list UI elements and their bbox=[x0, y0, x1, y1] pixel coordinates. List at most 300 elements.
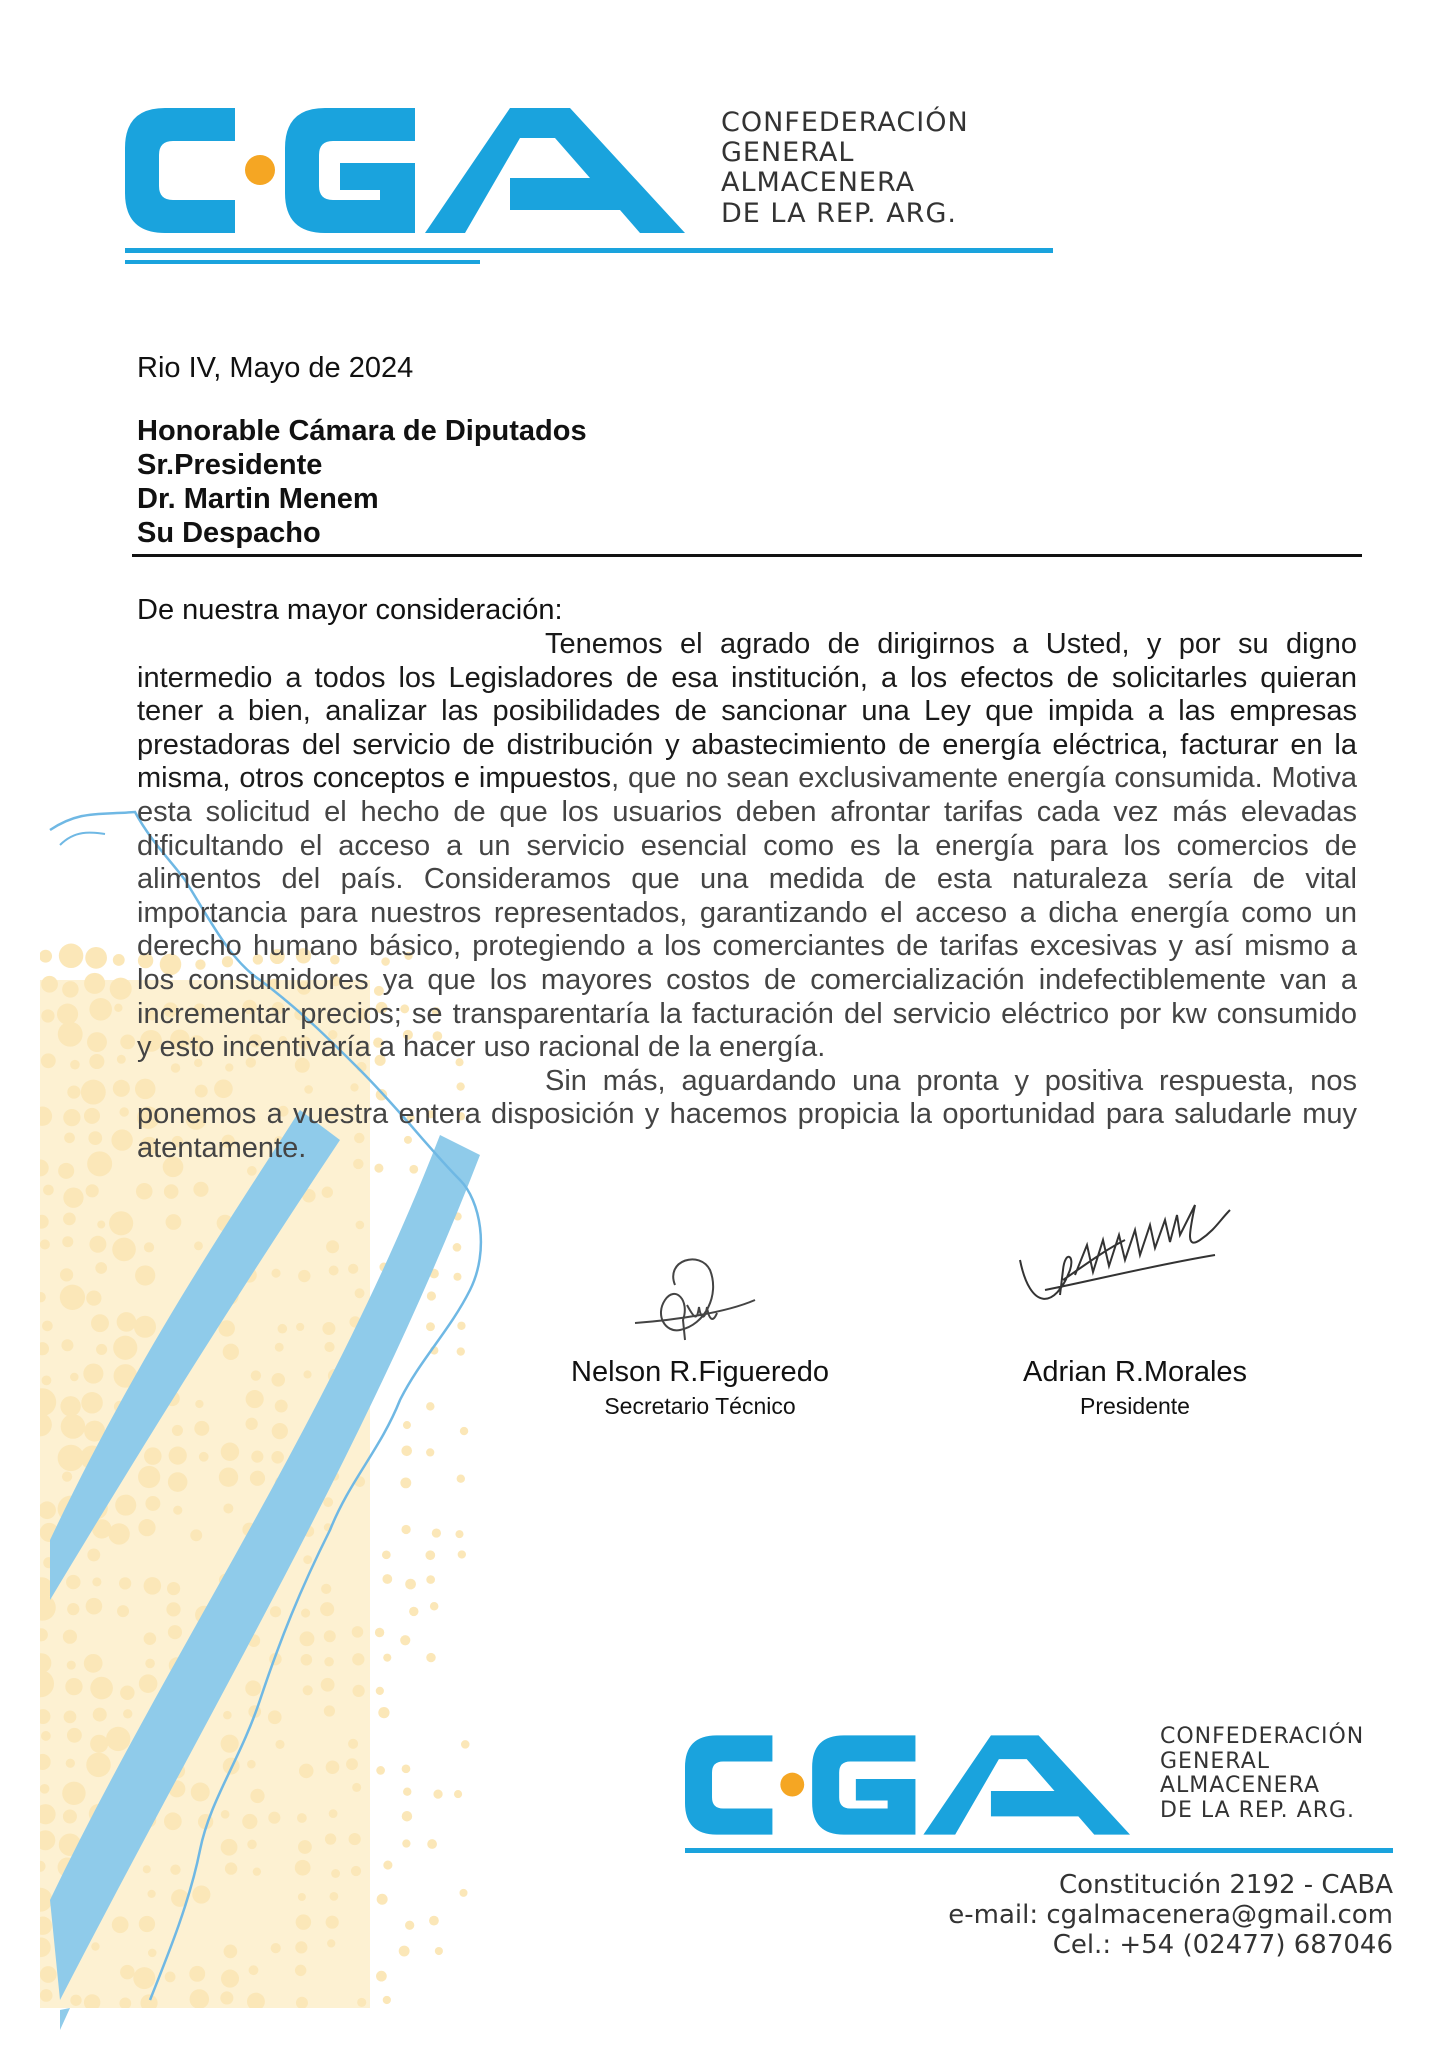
decor-dot bbox=[298, 1840, 312, 1854]
decor-dot bbox=[36, 1342, 49, 1355]
decor-dot bbox=[296, 1323, 304, 1331]
decor-dot bbox=[144, 1577, 162, 1595]
decor-dot bbox=[134, 1316, 156, 1338]
decor-dot bbox=[89, 998, 112, 1021]
signature-morales bbox=[1015, 1200, 1245, 1320]
decor-dot bbox=[84, 973, 105, 994]
decor-dot bbox=[454, 1790, 462, 1798]
decor-dot bbox=[355, 1288, 365, 1298]
decor-dot bbox=[60, 1285, 85, 1310]
decor-dot bbox=[329, 1266, 339, 1276]
decor-dot bbox=[61, 1339, 73, 1351]
contact-phone: Cel.: +54 (02477) 687046 bbox=[1052, 1930, 1393, 1960]
decor-dot bbox=[402, 1839, 410, 1847]
decor-dot bbox=[323, 1497, 333, 1507]
decor-dot bbox=[357, 1998, 366, 2007]
decor-dot bbox=[327, 1939, 335, 1947]
decor-dot bbox=[89, 1236, 106, 1253]
decor-dot bbox=[58, 1022, 83, 1047]
footer-org-name bbox=[1160, 1725, 1364, 1824]
cga-logo-mark bbox=[685, 1735, 1130, 1835]
decor-dot bbox=[221, 1839, 238, 1856]
decor-dot bbox=[295, 1965, 306, 1976]
signature-block-2 bbox=[975, 1356, 1295, 1420]
decor-dot bbox=[321, 1678, 335, 1692]
decor-dot bbox=[271, 1943, 281, 1953]
decor-dot bbox=[426, 1322, 435, 1331]
decor-dot bbox=[172, 1425, 183, 1436]
decor-dot bbox=[219, 1468, 238, 1487]
decor-dot bbox=[35, 1215, 49, 1229]
recipient-block bbox=[137, 414, 587, 550]
decor-dot bbox=[143, 1865, 151, 1873]
decor-dot bbox=[33, 1107, 52, 1126]
decor-dot bbox=[321, 1584, 331, 1594]
decor-dot bbox=[145, 1496, 160, 1511]
body-paragraph bbox=[137, 628, 1357, 1065]
decor-dot bbox=[168, 1625, 182, 1639]
decor-dot bbox=[199, 1452, 209, 1462]
decor-dot bbox=[117, 1312, 137, 1332]
header-logo bbox=[125, 108, 1065, 268]
decor-dot bbox=[93, 1708, 107, 1722]
decor-dot bbox=[120, 1034, 135, 1049]
decor-dot bbox=[120, 1685, 134, 1699]
decor-dot bbox=[326, 1916, 339, 1929]
org-line: GENERAL bbox=[1160, 1748, 1271, 1774]
decor-dot bbox=[251, 1370, 261, 1380]
decor-dot bbox=[63, 1188, 83, 1208]
decor-dot bbox=[376, 1687, 384, 1695]
decor-dot bbox=[298, 1270, 310, 1282]
decor-dot bbox=[432, 1528, 441, 1537]
decor-dot bbox=[112, 1238, 136, 1262]
decor-dot bbox=[253, 1867, 261, 1875]
decor-dot bbox=[429, 1916, 439, 1926]
decor-dot bbox=[167, 1582, 180, 1595]
decor-dot bbox=[324, 1657, 334, 1667]
decor-dot bbox=[194, 1241, 203, 1250]
decor-dot bbox=[87, 1032, 107, 1052]
decor-dot bbox=[271, 1269, 280, 1278]
decor-dot bbox=[91, 1942, 99, 1950]
decor-dot bbox=[376, 1766, 385, 1775]
decor-dot bbox=[352, 1626, 364, 1638]
decor-dot bbox=[303, 1555, 312, 1564]
contact-email: e-mail: cgalmacenera@gmail.com bbox=[948, 1900, 1393, 1930]
decor-dot bbox=[461, 1740, 470, 1749]
decor-dot bbox=[61, 1414, 86, 1439]
decor-dot bbox=[383, 1861, 392, 1870]
decor-dot bbox=[35, 1830, 55, 1850]
decor-dot bbox=[271, 1373, 285, 1387]
decor-dot bbox=[453, 1273, 461, 1281]
decor-dot bbox=[28, 1388, 56, 1416]
decor-dot bbox=[346, 1758, 358, 1770]
decor-dot bbox=[27, 1670, 54, 1697]
greeting: De nuestra mayor consideración: bbox=[137, 594, 563, 626]
decor-dot bbox=[30, 1595, 56, 1621]
decor-dot bbox=[275, 1740, 284, 1749]
decor-dot bbox=[144, 1242, 154, 1252]
org-line: DE LA REP. ARG. bbox=[721, 197, 957, 229]
decor-dot bbox=[426, 1448, 434, 1456]
decor-dot bbox=[251, 1451, 263, 1463]
decor-dot bbox=[36, 1709, 51, 1724]
decor-dot bbox=[303, 1685, 313, 1695]
decor-dot bbox=[301, 1654, 313, 1666]
letter-body bbox=[137, 628, 1357, 1166]
decor-dot bbox=[409, 1607, 418, 1616]
decor-dot bbox=[165, 1972, 176, 1983]
decor-dot bbox=[166, 1602, 180, 1616]
decor-dot bbox=[38, 1501, 56, 1519]
decor-dot bbox=[459, 1889, 467, 1897]
decor-dot bbox=[352, 1653, 364, 1665]
decor-dot bbox=[166, 1214, 182, 1230]
decor-dot bbox=[145, 1659, 155, 1669]
decor-dot bbox=[303, 1370, 311, 1378]
decor-dot bbox=[63, 1213, 76, 1226]
decor-dot bbox=[87, 1151, 112, 1176]
decor-dot bbox=[86, 1753, 110, 1777]
decor-dot bbox=[86, 1184, 99, 1197]
decor-dot bbox=[88, 1131, 102, 1145]
decor-dot bbox=[57, 1004, 78, 1025]
cga-logo-mark bbox=[125, 108, 685, 233]
decor-dot bbox=[348, 1264, 358, 1274]
decor-dot bbox=[92, 1577, 101, 1586]
decor-dot bbox=[32, 1160, 49, 1177]
decor-dot bbox=[194, 1421, 209, 1436]
decor-dot bbox=[86, 1598, 103, 1615]
decor-dot bbox=[329, 1892, 338, 1901]
decor-dot bbox=[67, 1085, 80, 1098]
decor-dot bbox=[399, 1946, 410, 1957]
decor-dot bbox=[382, 1550, 391, 1559]
decor-dot bbox=[84, 1654, 103, 1673]
org-line: GENERAL bbox=[721, 137, 855, 169]
decor-dot bbox=[113, 1080, 130, 1097]
org-line: DE LA REP. ARG. bbox=[1160, 1797, 1356, 1823]
decor-dot bbox=[426, 1653, 435, 1662]
decor-dot bbox=[348, 1739, 358, 1749]
decor-dot bbox=[296, 1914, 312, 1930]
decor-dot bbox=[63, 1109, 80, 1126]
decor-dot bbox=[63, 1809, 77, 1823]
contact-block bbox=[948, 1870, 1393, 1960]
decor-dot bbox=[376, 1971, 387, 1982]
decor-dot bbox=[70, 1995, 81, 2006]
decor-dot bbox=[67, 1728, 82, 1743]
decor-dot bbox=[275, 1400, 288, 1413]
decor-dot bbox=[325, 1833, 336, 1844]
decor-dot bbox=[139, 1916, 155, 1932]
decor-dot bbox=[110, 978, 132, 1000]
decor-dot bbox=[426, 1402, 434, 1410]
decor-dot bbox=[81, 1080, 106, 1105]
decor-dot bbox=[353, 1685, 365, 1697]
decor-dot bbox=[225, 1862, 237, 1874]
decor-dot bbox=[62, 981, 78, 997]
decor-dot bbox=[193, 1182, 208, 1197]
decor-dot bbox=[113, 954, 125, 966]
decor-dot bbox=[405, 1921, 414, 1930]
decor-dot bbox=[41, 976, 58, 993]
decor-dot bbox=[268, 1812, 280, 1824]
decor-dot bbox=[111, 1129, 132, 1150]
decor-dot bbox=[223, 1503, 233, 1513]
decor-dot bbox=[115, 1495, 136, 1516]
decor-dot bbox=[245, 1418, 257, 1430]
decor-dot bbox=[119, 1998, 131, 2010]
decor-dot bbox=[28, 1888, 52, 1912]
decor-dot bbox=[221, 1735, 239, 1753]
decor-dot bbox=[195, 1400, 203, 1408]
letter-date: Rio IV, Mayo de 2024 bbox=[137, 352, 414, 384]
decor-dot bbox=[87, 1548, 100, 1561]
decor-dot bbox=[278, 1324, 288, 1334]
decor-dot bbox=[43, 1185, 54, 1196]
decor-dot bbox=[41, 1009, 54, 1022]
signature-block-1 bbox=[540, 1356, 860, 1420]
decor-dot bbox=[119, 1107, 128, 1116]
decor-dot bbox=[352, 1783, 361, 1792]
decor-dot bbox=[189, 1966, 205, 1982]
decor-dot bbox=[90, 1677, 113, 1700]
decor-dot bbox=[427, 1839, 437, 1849]
decor-dot bbox=[140, 1994, 157, 2011]
decor-dot bbox=[86, 1290, 101, 1305]
logo-dot bbox=[245, 155, 275, 185]
decor-dot bbox=[138, 1466, 160, 1488]
decor-dot bbox=[247, 1166, 257, 1176]
decor-dot bbox=[70, 1373, 79, 1382]
decor-dot bbox=[297, 1813, 307, 1823]
decor-dot bbox=[377, 1894, 388, 1905]
decor-dot bbox=[113, 1336, 137, 1360]
decor-dot bbox=[59, 944, 84, 969]
decor-dot bbox=[460, 1427, 468, 1435]
recipient-line: Honorable Cámara de Diputados bbox=[137, 415, 587, 447]
decor-dot bbox=[295, 1860, 311, 1876]
decor-dot bbox=[433, 1789, 442, 1798]
decor-dot bbox=[435, 1947, 443, 1955]
decor-dot bbox=[403, 1788, 411, 1796]
decor-dot bbox=[247, 1840, 257, 1850]
decor-dot bbox=[84, 1108, 100, 1124]
decor-dot bbox=[81, 1392, 103, 1414]
org-line: ALMACENERA bbox=[1160, 1773, 1321, 1799]
header-rule-short bbox=[125, 260, 480, 264]
decor-dot bbox=[223, 1344, 239, 1360]
decor-dot bbox=[427, 1291, 436, 1300]
decor-dot bbox=[455, 1530, 463, 1538]
decor-dot bbox=[135, 1265, 155, 1285]
decor-dot bbox=[96, 1344, 107, 1355]
decor-dot bbox=[40, 1239, 50, 1249]
decor-dot bbox=[41, 1053, 56, 1068]
decor-dot bbox=[34, 1917, 52, 1935]
decor-dot bbox=[250, 1471, 265, 1486]
decor-dot bbox=[62, 1782, 85, 1805]
decor-dot bbox=[247, 1993, 265, 2011]
decor-dot bbox=[35, 1804, 55, 1824]
decor-dot bbox=[224, 1945, 238, 1959]
decor-dot bbox=[430, 1602, 439, 1611]
decor-dot bbox=[246, 1390, 264, 1408]
decor-dot bbox=[329, 1809, 338, 1818]
signatory-name: Nelson R.Figueredo bbox=[571, 1356, 829, 1388]
paragraph-text: , que no sean exclusivamente energía consumida. Motiva esta solicitud el hecho de que los usuarios deben afrontar tarifas cada vez más elevadas dificultando el acceso a un servicio esencial como es la energía para los comercios de alimentos del país. Consideramos que una medida de esta naturaleza sería de vital importancia para nuestros representados, garantizando el acceso a dicha energía como un derecho humano básico, protegiendo a los comerciantes de tarifas excesivas y así mismo a los consumidores ya que los mayores costos de comercialización indefectiblemente van a incrementar precios; se transparentaría la facturación del servicio eléctrico por kw consumido y esto incentivaría a hacer uso racional de la energía. bbox=[137, 762, 1357, 1064]
decor-dot bbox=[67, 1661, 76, 1670]
decor-dot bbox=[123, 1709, 132, 1718]
decor-dot bbox=[192, 1885, 210, 1903]
decor-dot bbox=[356, 1221, 365, 1230]
decor-dot bbox=[41, 1731, 51, 1741]
decor-dot bbox=[84, 1994, 100, 2010]
decor-dot bbox=[85, 947, 107, 969]
decor-dot bbox=[120, 1965, 134, 1979]
decor-dot bbox=[190, 1989, 210, 2009]
decor-dot bbox=[95, 1262, 107, 1274]
decor-dot bbox=[250, 1789, 264, 1803]
decor-dot bbox=[62, 1236, 73, 1247]
org-line: CONFEDERACIÓN bbox=[1160, 1724, 1365, 1749]
decor-dot bbox=[70, 1060, 80, 1070]
decor-dot bbox=[301, 1609, 310, 1618]
decor-dot bbox=[190, 1529, 202, 1541]
decor-dot bbox=[42, 1321, 53, 1332]
signature-figueredo bbox=[625, 1245, 765, 1355]
decor-dot bbox=[39, 950, 52, 963]
decor-dot bbox=[164, 1812, 182, 1830]
decor-dot bbox=[378, 1707, 389, 1718]
decor-dot bbox=[40, 1784, 50, 1794]
decor-dot bbox=[249, 1965, 259, 1975]
decor-dot bbox=[138, 1519, 155, 1536]
decor-dot bbox=[40, 1966, 57, 1983]
decor-dot bbox=[89, 1054, 104, 1069]
decor-dot bbox=[62, 1471, 72, 1481]
header-org-name bbox=[721, 108, 969, 229]
decor-dot bbox=[42, 1375, 52, 1385]
decor-dot bbox=[147, 1890, 155, 1898]
decor-dot bbox=[409, 1165, 418, 1174]
decor-dot bbox=[324, 1630, 336, 1642]
decor-dot bbox=[295, 1941, 307, 1953]
decor-dot bbox=[221, 1970, 239, 1988]
decor-dot bbox=[90, 1735, 108, 1753]
decor-dot bbox=[221, 1810, 230, 1819]
decor-dot bbox=[453, 1243, 462, 1252]
decor-dot bbox=[426, 1575, 435, 1584]
decor-dot bbox=[322, 1187, 333, 1198]
body-paragraph bbox=[137, 1065, 1357, 1166]
decor-dot bbox=[247, 1760, 256, 1769]
decor-dot bbox=[58, 1445, 84, 1471]
decor-dot bbox=[299, 1764, 314, 1779]
decor-dot bbox=[28, 1413, 51, 1436]
footer-logo bbox=[685, 1725, 1405, 1855]
decor-dot bbox=[382, 1574, 392, 1584]
decor-dot bbox=[117, 1605, 129, 1617]
decor-dot bbox=[272, 1423, 288, 1439]
decor-dot bbox=[164, 1184, 179, 1199]
decor-dot bbox=[66, 1575, 80, 1589]
decor-dot bbox=[63, 1630, 77, 1644]
recipient-line: Su Despacho bbox=[137, 517, 321, 549]
decor-dot bbox=[65, 1678, 82, 1695]
decor-dot bbox=[91, 1314, 109, 1332]
decor-dot bbox=[405, 1579, 416, 1590]
decor-dot bbox=[400, 1635, 410, 1645]
paragraph-text: Tenemos el agrado de dirigirnos a Usted, y por su digno intermedio a todos los Legisladores de esa institución, a los efectos de solicitarles quieran tener a bien, analizar las posibilidades de sancionar una Ley que impida a las empresas prestadoras del servicio de distribución y abastecimiento de energía eléctrica, facturar en la misma, otros conceptos e impuestos bbox=[137, 628, 1357, 795]
decor-dot bbox=[331, 1869, 340, 1878]
header-rule bbox=[125, 248, 1053, 253]
decor-dot bbox=[58, 1163, 74, 1179]
decor-dot bbox=[458, 1550, 466, 1558]
decor-dot bbox=[351, 1866, 361, 1876]
signatory-name: Adrian R.Morales bbox=[1022, 1356, 1248, 1388]
decor-dot bbox=[60, 1396, 80, 1416]
decor-dot bbox=[35, 1754, 51, 1770]
decor-dot bbox=[117, 1055, 126, 1064]
decor-dot bbox=[326, 1240, 339, 1253]
decor-dot bbox=[64, 1132, 75, 1143]
decor-dot bbox=[191, 1783, 210, 1802]
decor-dot bbox=[324, 1705, 335, 1716]
decor-dot bbox=[173, 1506, 182, 1515]
decor-dot bbox=[97, 1220, 105, 1228]
decor-dot bbox=[35, 1628, 48, 1641]
decor-dot bbox=[34, 1861, 45, 1872]
decor-dot bbox=[133, 1967, 155, 1989]
decor-dot bbox=[169, 1447, 187, 1465]
decor-dot bbox=[275, 1343, 284, 1352]
decor-dot bbox=[457, 1322, 465, 1330]
decor-dot bbox=[403, 1421, 411, 1429]
contact-address: Constitución 2192 - CABA bbox=[1059, 1870, 1393, 1900]
footer-rule bbox=[685, 1848, 1393, 1853]
decor-dot bbox=[36, 1292, 46, 1302]
decor-dot bbox=[60, 1268, 73, 1281]
decor-dot bbox=[375, 1628, 384, 1637]
decor-dot bbox=[401, 1446, 412, 1457]
decor-dot bbox=[300, 1631, 315, 1646]
decor-dot bbox=[223, 1711, 232, 1720]
decor-dot bbox=[326, 1760, 340, 1774]
recipient-line: Sr.Presidente bbox=[137, 449, 323, 481]
decor-dot bbox=[221, 1442, 239, 1460]
decor-dot bbox=[400, 1477, 411, 1488]
decor-dot bbox=[136, 1183, 153, 1200]
decor-dot bbox=[220, 1991, 233, 2004]
decor-dot bbox=[401, 1525, 410, 1534]
decor-dot bbox=[457, 1347, 465, 1355]
recipient-divider bbox=[132, 554, 1362, 557]
decor-dot bbox=[112, 1916, 129, 1933]
decor-dot bbox=[383, 1654, 391, 1662]
decor-dot bbox=[268, 1710, 282, 1724]
decor-dot bbox=[67, 1603, 79, 1615]
decor-dot bbox=[320, 1602, 334, 1616]
decor-dot bbox=[425, 1550, 435, 1560]
decor-dot bbox=[148, 1949, 157, 1958]
decor-dot bbox=[296, 1997, 308, 2009]
decor-dot bbox=[242, 1814, 257, 1829]
decor-dot bbox=[270, 1606, 281, 1617]
